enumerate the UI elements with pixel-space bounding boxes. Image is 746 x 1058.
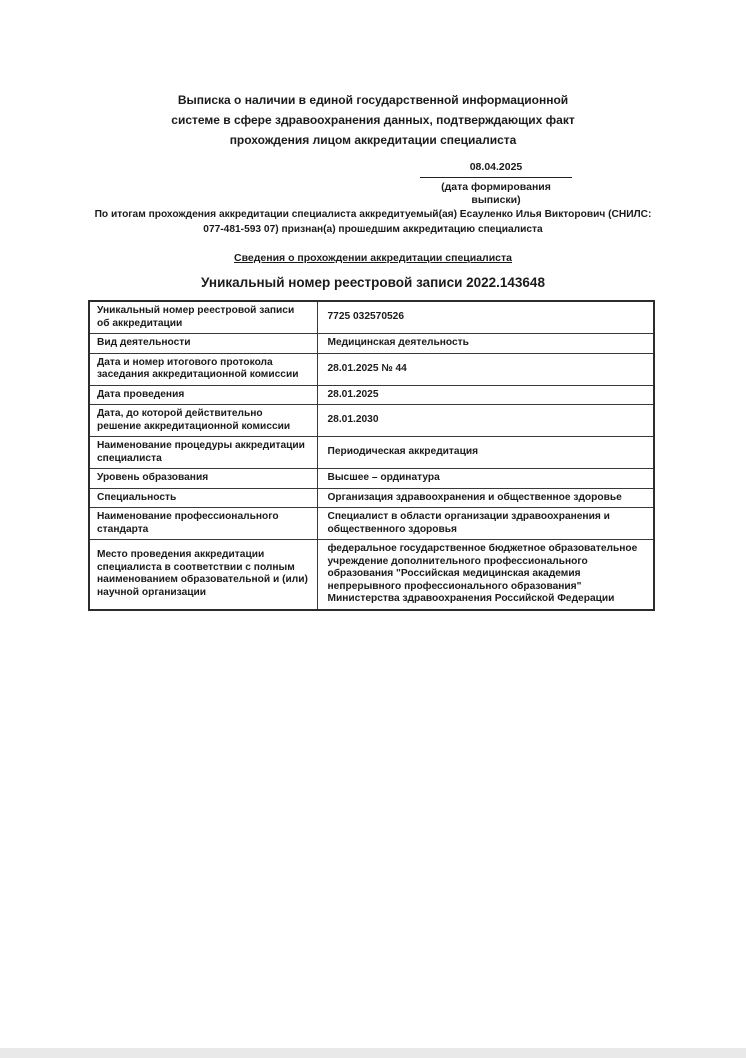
document-title-line: Выписка о наличии в единой государственной информационной [177, 93, 569, 107]
row-label: Наименование процедуры аккредитации специалиста [89, 437, 317, 469]
row-label: Вид деятельности [89, 334, 317, 354]
extract-date-block [420, 161, 572, 207]
row-value: 28.01.2025 [317, 385, 654, 405]
row-label: Дата, до которой действительно решение аккредитационной комиссии [89, 405, 317, 437]
table-row [89, 405, 654, 437]
table-row [89, 301, 654, 334]
row-value: федеральное государственное бюджетное образовательное учреждение дополнительного профессионального образования "Российская медицинская академия непрерывного профессионального образования" Министерства здравоохранения Российской Федерации [317, 540, 654, 610]
row-label: Уровень образования [89, 469, 317, 489]
bottom-bar [0, 1048, 746, 1058]
accreditation-table [88, 300, 655, 611]
table-row [89, 469, 654, 489]
intro-paragraph: По итогам прохождения аккредитации специалиста аккредитуемый(ая) Есауленко Илья Викторович (СНИЛС: 077-481-593 07) признан(а) прошедшим аккредитацию специалиста [94, 209, 652, 235]
record-number-heading: Уникальный номер реестровой записи 2022.143648 [201, 275, 545, 290]
table-row [89, 437, 654, 469]
table-row [89, 540, 654, 610]
table-row [89, 334, 654, 354]
extract-date-caption: (дата формирования выписки) [441, 181, 551, 206]
table-row [89, 508, 654, 540]
row-label: Дата проведения [89, 385, 317, 405]
row-label: Дата и номер итогового протокола заседания аккредитационной комиссии [89, 353, 317, 385]
row-value: 28.01.2025 № 44 [317, 353, 654, 385]
row-value: 28.01.2030 [317, 405, 654, 437]
document-title-line: прохождения лицом аккредитации специалиста [229, 133, 517, 147]
table-row [89, 353, 654, 385]
section-heading: Сведения о прохождении аккредитации специалиста [234, 252, 512, 264]
document-title [123, 90, 623, 150]
row-label: Место проведения аккредитации специалиста в соответствии с полным наименованием образовательной и (или) научной организации [89, 540, 317, 610]
row-value: Периодическая аккредитация [317, 437, 654, 469]
row-label: Наименование профессионального стандарта [89, 508, 317, 540]
row-value: Специалист в области организации здравоохранения и общественного здоровья [317, 508, 654, 540]
document-title-line: системе в сфере здравоохранения данных, подтверждающих факт [171, 113, 575, 127]
table-row [89, 488, 654, 508]
row-label: Уникальный номер реестровой записи об аккредитации [89, 301, 317, 334]
row-value: Медицинская деятельность [317, 334, 654, 354]
row-value: 7725 032570526 [317, 301, 654, 334]
extract-date: 08.04.2025 [420, 161, 572, 178]
row-value: Высшее – ординатура [317, 469, 654, 489]
row-value: Организация здравоохранения и общественное здоровье [317, 488, 654, 508]
row-label: Специальность [89, 488, 317, 508]
table-row [89, 385, 654, 405]
